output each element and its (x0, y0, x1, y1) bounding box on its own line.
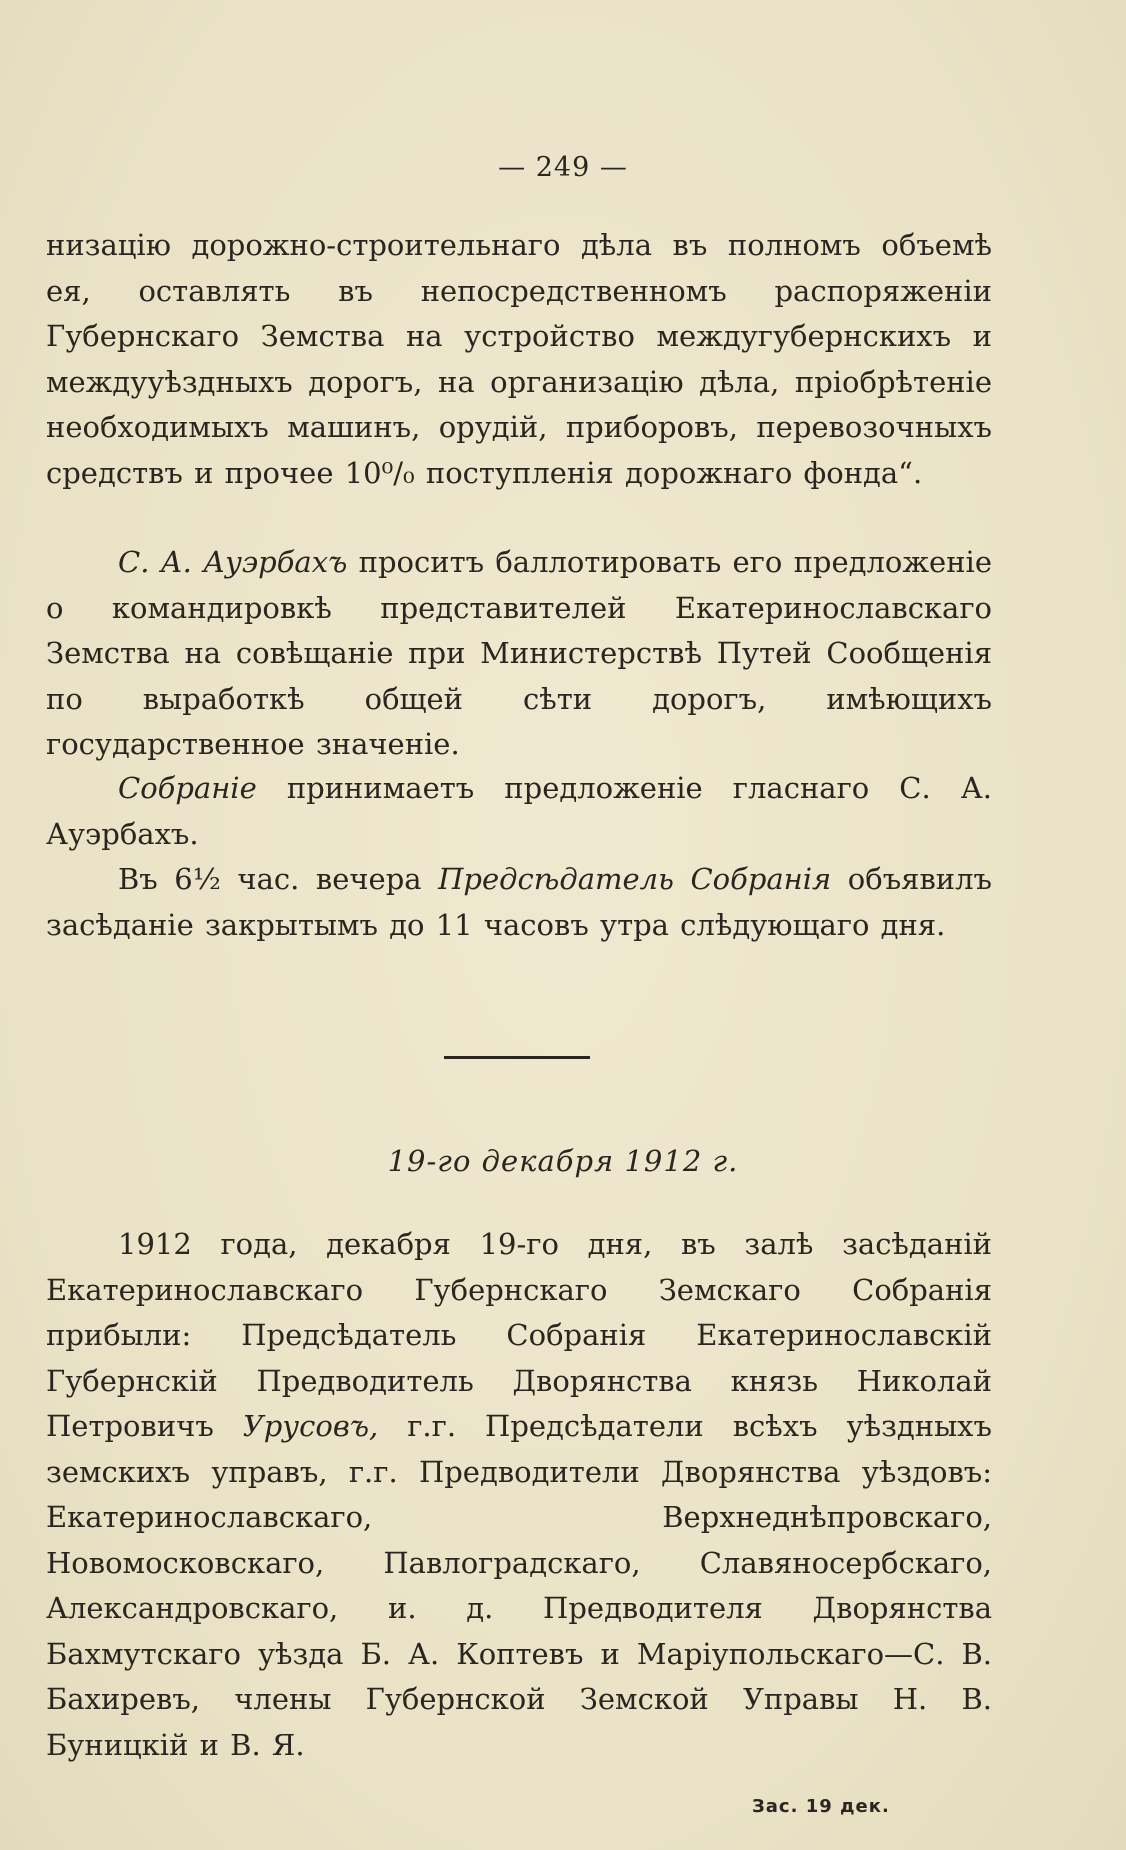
closing-end: объявилъ засѣданіе закрытымъ до 11 часовъ утра слѣдующаго дня. (46, 862, 992, 942)
auerbach-body: проситъ баллотировать его предложеніе о командировкѣ представителей Екатеринославскаго Земства на совѣщаніе при Министерствѣ Путей Сообщенія по выработкѣ общей сѣти дорогъ, имѣющихъ государственное значеніе. (46, 545, 992, 761)
auerbach-name: С. А. Ауэрбахъ (118, 545, 348, 579)
section-divider (444, 1056, 590, 1059)
auerbach-text (46, 540, 992, 768)
session-end: г.г. Предсѣдатели всѣхъ уѣздныхъ земскихъ управъ, г.г. Предводители Дворянства уѣздовъ: Екатеринославскаго, Верхнеднѣпровскаго, Новомосковскаго, Павлоградскаго, Славяносербскаго, Александровскаго, и. д. Предводителя Дворянства Бахмутскаго уѣзда Б. А. Коптевъ и Маріупольскаго—С. В. Бахиревъ, члены Губернской Земской Управы Н. В. Буницкій и В. Я. (46, 1409, 992, 1762)
session-name: Урусовъ, (242, 1409, 379, 1443)
session-start: 1912 года, декабря 19-го дня, въ залѣ засѣданій Екатеринославскаго Губернскаго Земскаго Собранія прибыли: Предсѣдатель Собранія Екатеринославскій Губернскій Предводитель Дворянства князь Николай Петровичъ (46, 1227, 992, 1443)
session-paragraph (46, 1222, 992, 1768)
continuation-paragraph (46, 223, 992, 496)
assembly-text (46, 766, 992, 857)
session-text (46, 1222, 992, 1768)
session-date-heading: 19-го декабря 1912 г. (387, 1144, 739, 1178)
closing-start: Въ 6½ час. вечера (118, 862, 439, 896)
page-number: — 249 — (498, 152, 628, 183)
assembly-subject: Собраніе (118, 771, 257, 805)
closing-paragraph (46, 857, 992, 948)
continuation-text: низацію дорожно-строительнаго дѣла въ полномъ объемѣ ея, оставлять въ непосредственномъ распоряженіи Губернскаго Земства на устройство междугубернскихъ и междууѣздныхъ дорогъ, на организацію дѣла, пріобрѣтеніе необходимыхъ машинъ, орудій, приборовъ, перевозочныхъ средствъ и прочее 10⁰/₀ поступленія дорожнаго фонда“. (46, 228, 992, 490)
auerbach-paragraph (46, 540, 992, 768)
assembly-body: принимаетъ предложеніе гласнаго С. А. Ауэрбахъ. (46, 771, 992, 851)
closing-chair: Предсѣдатель Собранія (438, 862, 832, 896)
assembly-paragraph (46, 766, 992, 857)
closing-text (46, 857, 992, 948)
printer-signature: Зас. 19 дек. (752, 1796, 890, 1817)
